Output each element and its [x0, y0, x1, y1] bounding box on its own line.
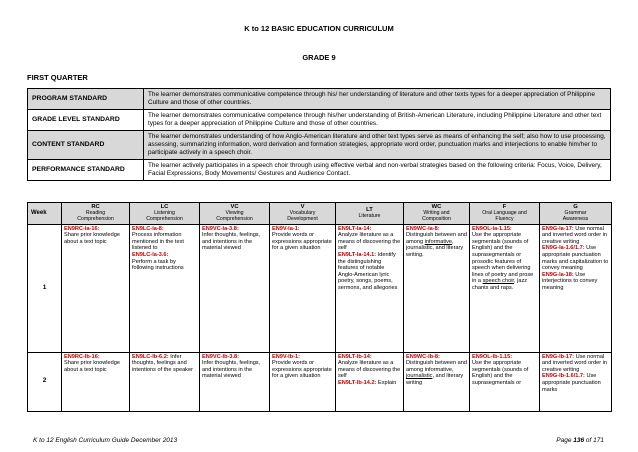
- quarter-heading: FIRST QUARTER: [27, 73, 88, 82]
- footer-guide-title: K to 12 English Curriculum Guide December 2013: [33, 437, 178, 444]
- standard-text: The learner demonstrates understanding of how Anglo-American literature and other text types serve as means of enhancing the self; also how to use processing, assessing, summarizing information, word derivation and formation strategies, appropriate word order, punctuation marks and interjections to enable him/her to participate actively in a speech choir.: [144, 131, 611, 160]
- standard-text: The learner demonstrates communicative competence through his/ her understanding of literature and other texts types for a deeper appreciation of Philippine Culture and those of other countries.: [144, 89, 611, 110]
- column-header: G Grammar Awareness: [540, 203, 612, 225]
- g-cell: EN9G-Ia-17: Use normal and inverted word order in creative writing EN9G-Ia-1.6/1.7: Use appropriate punctuation marks and capitalization to convey meaning EN9G-Ia-18: Use interjections to convey meaning: [540, 224, 612, 352]
- g-cell: EN9G-Ib-17: Use normal and inverted word order in creative writing EN9G-Ib-1.6/1.7: Use appropriate punctuation marks: [540, 352, 612, 411]
- wc-cell: EN9WC-Ia-8: Distinguish between and among informative, journalistic, and literary writing.: [404, 224, 470, 352]
- standard-label: PROGRAM STANDARD: [28, 89, 144, 110]
- standard-label: CONTENT STANDARD: [28, 131, 144, 160]
- document-title: K to 12 BASIC EDUCATION CURRICULUM: [244, 24, 394, 33]
- column-header: VC Viewing Comprehension: [200, 203, 270, 225]
- column-header: RC Reading Comprehension: [62, 203, 130, 225]
- f-cell: EN9OL-Ib-1.15: Use the appropriate segmentals (sounds of English) and the suprasegmentals or: [470, 352, 540, 411]
- v-cell: EN9V-Ia-1: Provide words or expressions appropriate for a given situation: [270, 224, 336, 352]
- standard-label: GRADE LEVEL STANDARD: [28, 110, 144, 131]
- lc-cell: EN9LC-Ia-8: Process information mentioned in the text listened to EN9LC-Ia-3.6: Perform a task by following instructions: [130, 224, 200, 352]
- column-header: WC Writing and Composition: [404, 203, 470, 225]
- rc-cell: EN9RC-Ib-16: Share prior knowledge about a text topic: [62, 352, 130, 411]
- column-header: LC Listening Comprehension: [130, 203, 200, 225]
- table-row: [28, 224, 612, 352]
- footer-page-number: Page 136 of 171: [556, 437, 604, 444]
- lt-cell: EN9LT-Ib-14: Analyze literature as a means of discovering the self EN9LT-Ib-14.2: Explain: [336, 352, 404, 411]
- lc-cell: EN9LC-Ib-6.2: Infer thoughts, feelings and intentions of the speaker: [130, 352, 200, 411]
- wc-cell: EN9WC-Ib-8: Distinguish between and among informative, journalistic, and literary writing: [404, 352, 470, 411]
- week-cell: 2: [28, 352, 62, 411]
- grade-heading: GRADE 9: [302, 53, 336, 62]
- column-header-row: [28, 203, 612, 225]
- standard-text: The learner demonstrates communicative competence through his/her understanding of British-American Literature, including Philippine Literature and other text types for a deeper appreciation of Philippine Culture and those of other countries.: [144, 110, 611, 131]
- column-header: F Oral Language and Fluency: [470, 203, 540, 225]
- week-cell: 1: [28, 224, 62, 352]
- vc-cell: EN9VC-Ib-3.8: Infer thoughts, feelings, and intentions in the material viewed: [200, 352, 270, 411]
- standard-label: PERFORMANCE STANDARD: [28, 160, 144, 181]
- curriculum-table: [27, 202, 612, 412]
- standard-row: [28, 160, 611, 181]
- column-header: V Vocabulary Development: [270, 203, 336, 225]
- rc-cell: EN9RC-Ia-16: Share prior knowledge about a text topic: [62, 224, 130, 352]
- standard-row: [28, 131, 611, 160]
- standard-text: The learner actively participates in a speech choir through using effective verbal and non-verbal strategies based on the following criteria: Focus, Voice, Delivery, Facial Expressions, Body Movements/ Gestures and Audience Contact.: [144, 160, 611, 181]
- lt-cell: EN9LT-Ia-14: Analyze literature as a means of discovering the self EN9LT-Ia-14.1: Identify the distinguishing features of notable Anglo-American lyric poetry, songs, poems, sermons, and allegories: [336, 224, 404, 352]
- f-cell: EN9OL-Ia-1.15: Use the appropriate segmentals (sounds of English) and the suprasegmentals or prosodic features of speech when delivering lines of poetry and prose in a speech choir, jazz chants and raps.: [470, 224, 540, 352]
- table-row: [28, 352, 612, 411]
- standard-row: [28, 110, 611, 131]
- v-cell: EN9V-Ib-1: Provide words or expressions appropriate for a given situation: [270, 352, 336, 411]
- week-header: Week: [28, 203, 62, 225]
- column-header: LT Literature: [336, 203, 404, 225]
- standard-row: [28, 89, 611, 110]
- vc-cell: EN9VC-Ia-3.8: Infer thoughts, feelings, and intentions in the material viewed: [200, 224, 270, 352]
- standards-table: [27, 88, 611, 181]
